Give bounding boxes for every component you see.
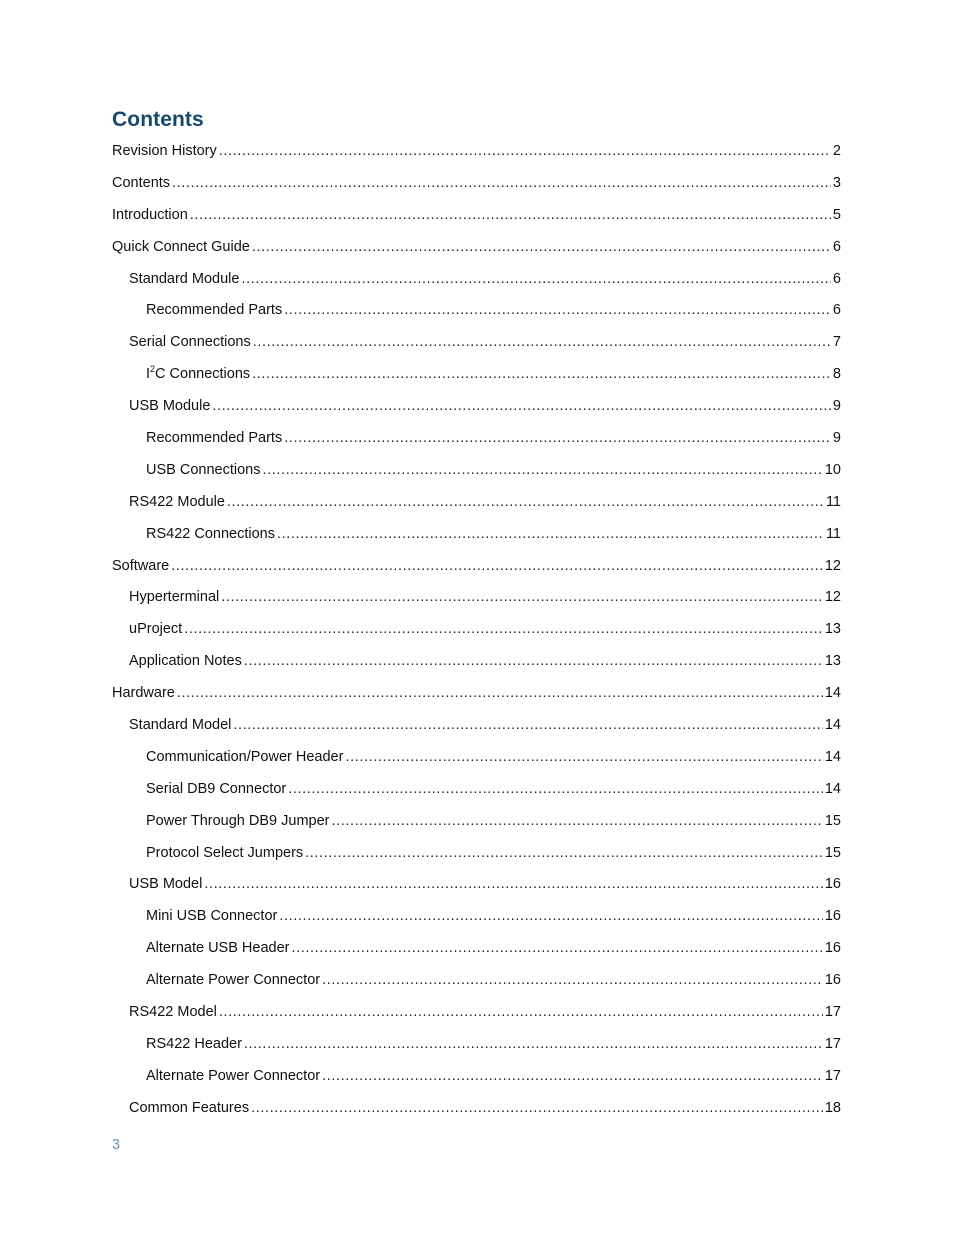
toc-entry-title-text: Software: [112, 557, 170, 574]
toc-entry-title-text: Contents: [112, 174, 171, 191]
toc-entry[interactable]: [112, 203, 841, 235]
toc-entry-title: [146, 777, 286, 801]
toc-entry-title: [146, 745, 343, 769]
toc-dot-leader: [204, 872, 823, 896]
toc-dot-leader: [184, 617, 823, 641]
toc-entry-page: 6: [832, 302, 841, 319]
toc-entry-title: [112, 203, 188, 227]
toc-entry-page: 17: [824, 1004, 841, 1021]
toc-entry[interactable]: [112, 809, 841, 841]
toc-entry[interactable]: [112, 458, 841, 490]
toc-dot-leader: [244, 1032, 823, 1056]
toc-entry-title: [146, 841, 303, 865]
toc-entry-title-text: Protocol Select Jumpers: [146, 844, 304, 861]
toc-entry-title-text: RS422 Connections: [146, 525, 275, 542]
toc-entry-title: [129, 267, 239, 291]
toc-entry[interactable]: [112, 362, 841, 394]
toc-entry-title: [129, 649, 242, 673]
toc-entry-page: 16: [824, 876, 841, 893]
toc-entry-title-text: Serial DB9 Connector: [146, 780, 287, 797]
toc-entry-page: 6: [832, 270, 841, 287]
toc-dot-leader: [219, 139, 831, 163]
toc-entry[interactable]: [112, 426, 841, 458]
toc-entry-page: 3: [832, 174, 841, 191]
toc-entry[interactable]: [112, 298, 841, 330]
toc-entry-title-text: USB Connections: [146, 461, 261, 478]
toc-entry-page: 13: [824, 653, 841, 670]
toc-entry[interactable]: [112, 649, 841, 681]
toc-entry-page: 16: [824, 972, 841, 989]
toc-entry[interactable]: [112, 394, 841, 426]
toc-entry[interactable]: [112, 745, 841, 777]
toc-entry-page: 18: [824, 1099, 841, 1116]
table-of-contents: [112, 139, 841, 1128]
toc-entry-title-text: Common Features: [129, 1099, 250, 1116]
toc-entry-title: [146, 362, 250, 386]
toc-entry-title-text: Introduction: [112, 206, 188, 223]
toc-entry-title-text: Alternate Power Connector: [146, 1067, 321, 1084]
page-number: 3: [112, 1137, 121, 1153]
toc-entry-title-text: Power Through DB9 Jumper: [146, 812, 330, 829]
contents-heading: Contents: [112, 108, 204, 131]
toc-entry-title-text: USB Module: [129, 398, 211, 415]
toc-entry-title: [129, 872, 202, 896]
toc-entry-title-text: Quick Connect Guide: [112, 238, 250, 255]
toc-entry-page: 12: [824, 557, 841, 574]
toc-dot-leader: [262, 458, 822, 482]
toc-entry-title: [129, 330, 251, 354]
toc-entry[interactable]: [112, 777, 841, 809]
toc-entry-title-text: C Connections: [155, 366, 251, 383]
toc-entry-page: 14: [824, 717, 841, 734]
toc-dot-leader: [332, 809, 823, 833]
toc-dot-leader: [284, 426, 831, 450]
toc-dot-leader: [172, 171, 831, 195]
toc-entry-page: 14: [824, 748, 841, 765]
toc-entry-title: [146, 904, 277, 928]
toc-dot-leader: [305, 841, 823, 865]
toc-entry-page: 12: [824, 589, 841, 606]
toc-entry-page: 16: [824, 940, 841, 957]
toc-entry[interactable]: [112, 841, 841, 873]
toc-dot-leader: [190, 203, 831, 227]
toc-entry-title: [129, 617, 182, 641]
toc-entry[interactable]: [112, 904, 841, 936]
toc-entry[interactable]: [112, 585, 841, 617]
toc-entry-page: 7: [832, 334, 841, 351]
toc-entry-page: 2: [832, 143, 841, 159]
toc-dot-leader: [284, 298, 831, 322]
toc-entry-title: [129, 1000, 217, 1024]
toc-entry-title-text: Serial Connections: [129, 334, 251, 351]
toc-dot-leader: [233, 713, 822, 737]
toc-entry-title: [146, 426, 282, 450]
toc-entry-page: 11: [825, 493, 841, 510]
toc-entry[interactable]: [112, 1032, 841, 1064]
toc-entry-title: [146, 936, 289, 960]
toc-dot-leader: [212, 394, 831, 418]
toc-dot-leader: [252, 362, 831, 386]
toc-entry-title-text: Recommended Parts: [146, 302, 283, 319]
toc-entry-title: [146, 809, 330, 833]
toc-entry-title-text: Mini USB Connector: [146, 908, 278, 925]
toc-dot-leader: [322, 1064, 823, 1088]
toc-entry[interactable]: [112, 1096, 841, 1128]
toc-entry-title-prefix: I: [146, 366, 151, 383]
toc-entry-page: 13: [824, 621, 841, 638]
toc-entry-title: [146, 1032, 242, 1056]
toc-dot-leader: [288, 777, 823, 801]
toc-entry-title: [146, 1064, 320, 1088]
toc-entry-title-text: Application Notes: [129, 653, 242, 670]
toc-entry-title-text: USB Model: [129, 876, 203, 893]
toc-dot-leader: [345, 745, 822, 769]
toc-entry-page: 10: [824, 461, 841, 478]
toc-dot-leader: [171, 554, 823, 578]
toc-entry-page: 15: [824, 812, 841, 829]
toc-entry-page: 17: [824, 1067, 841, 1084]
toc-entry[interactable]: [112, 171, 841, 203]
toc-entry-page: 17: [824, 1035, 841, 1052]
toc-dot-leader: [244, 649, 823, 673]
toc-entry[interactable]: [112, 330, 841, 362]
toc-entry-title-text: RS422 Header: [146, 1035, 242, 1052]
toc-entry-title-text: Alternate USB Header: [146, 940, 290, 957]
toc-dot-leader: [277, 522, 824, 546]
toc-entry-title-text: Standard Module: [129, 270, 240, 287]
toc-entry-page: 9: [832, 398, 841, 415]
toc-entry-title-text: Communication/Power Header: [146, 748, 344, 765]
toc-entry[interactable]: [112, 713, 841, 745]
toc-entry-page: 14: [824, 685, 841, 702]
toc-entry-title-text: Hardware: [112, 685, 175, 702]
toc-entry-title: [112, 681, 175, 705]
toc-entry[interactable]: [112, 936, 841, 968]
toc-entry-title-text: RS422 Model: [129, 1004, 217, 1021]
toc-entry-page: 5: [832, 206, 841, 223]
toc-entry-title: [129, 1096, 249, 1120]
toc-entry-title-superscript: 2: [150, 364, 156, 375]
toc-entry[interactable]: [112, 490, 841, 522]
toc-entry[interactable]: [112, 267, 841, 299]
toc-entry-page: 15: [824, 844, 841, 861]
toc-entry-title-text: RS422 Module: [129, 493, 225, 510]
toc-entry[interactable]: [112, 1064, 841, 1096]
toc-dot-leader: [253, 330, 831, 354]
toc-entry-title-text: Recommended Parts: [146, 430, 283, 447]
toc-entry-title-text: Hyperterminal: [129, 589, 220, 606]
toc-dot-leader: [291, 936, 822, 960]
toc-entry-title: [112, 139, 217, 163]
toc-entry-page: 11: [825, 525, 841, 542]
toc-entry-title: [129, 585, 219, 609]
toc-dot-leader: [279, 904, 823, 928]
toc-entry-title: [112, 235, 250, 259]
toc-entry-title: [146, 298, 282, 322]
toc-entry-page: 16: [824, 908, 841, 925]
toc-entry-title: [129, 713, 231, 737]
toc-entry-title-text: uProject: [129, 621, 183, 638]
toc-entry-title-text: Alternate Power Connector: [146, 972, 321, 989]
toc-entry[interactable]: [112, 235, 841, 267]
toc-entry-page: 8: [832, 366, 841, 383]
toc-dot-leader: [252, 235, 831, 259]
toc-entry-title: [146, 522, 275, 546]
toc-entry[interactable]: [112, 617, 841, 649]
toc-entry-title-text: Standard Model: [129, 717, 232, 734]
toc-entry-title: [129, 394, 210, 418]
toc-entry-title: [146, 968, 320, 992]
toc-dot-leader: [322, 968, 823, 992]
toc-entry[interactable]: [112, 554, 841, 586]
toc-dot-leader: [241, 267, 830, 291]
toc-entry-title: [112, 554, 169, 578]
toc-entry[interactable]: [112, 139, 841, 171]
toc-entry-title: [112, 171, 170, 195]
toc-entry[interactable]: [112, 872, 841, 904]
toc-entry-title: [129, 490, 225, 514]
toc-entry-page: 6: [832, 238, 841, 255]
toc-dot-leader: [251, 1096, 823, 1120]
toc-entry-page: 9: [832, 430, 841, 447]
toc-dot-leader: [221, 585, 823, 609]
toc-entry[interactable]: [112, 1000, 841, 1032]
toc-entry-title-text: Revision History: [112, 143, 217, 159]
toc-dot-leader: [219, 1000, 823, 1024]
toc-entry[interactable]: [112, 522, 841, 554]
toc-entry-page: 14: [824, 780, 841, 797]
toc-entry[interactable]: [112, 968, 841, 1000]
toc-entry[interactable]: [112, 681, 841, 713]
toc-entry-title: [146, 458, 260, 482]
toc-dot-leader: [177, 681, 823, 705]
toc-dot-leader: [227, 490, 824, 514]
